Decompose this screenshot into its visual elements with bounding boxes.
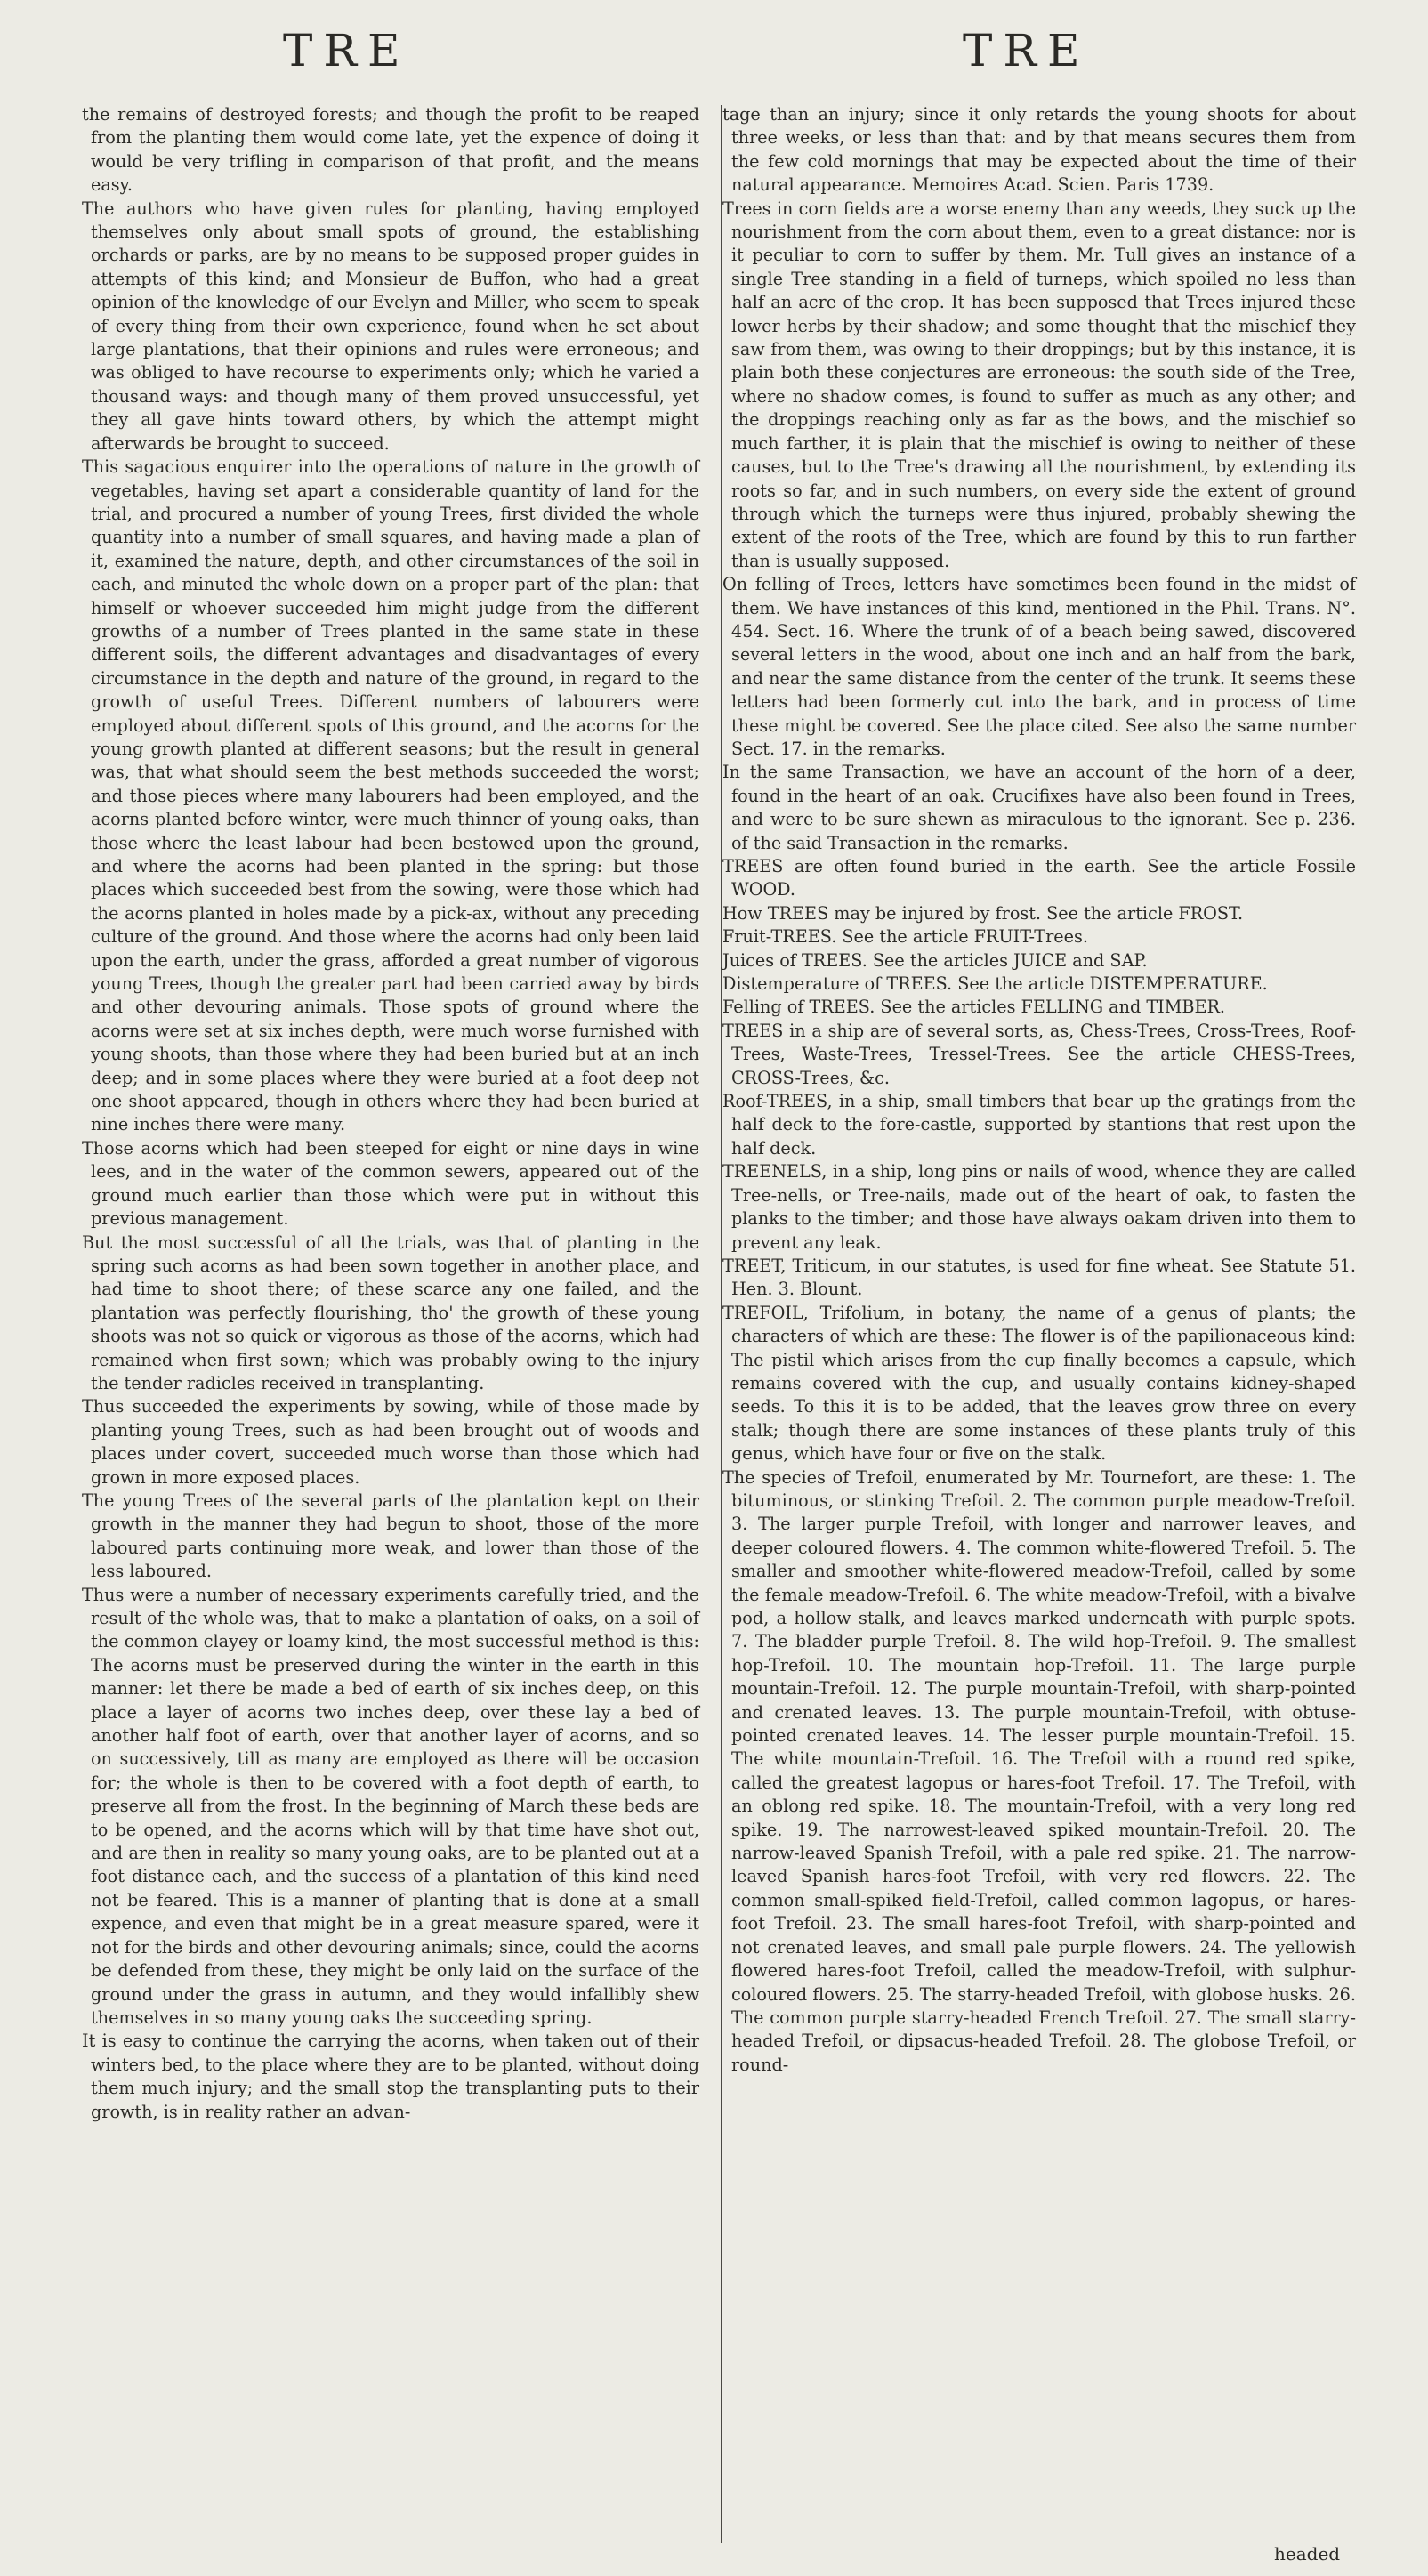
right-column <box>722 103 1356 2077</box>
paragraph: Juices of TREES. See the articles JUICE and SAP. <box>722 949 1148 971</box>
paragraph: TREES in a ship are of several sorts, as, Chess-Trees, Cross-Trees, Roof-Trees, Waste-Trees, Tressel-Trees. See the article CHESS-Trees, CROSS-Trees, &c. <box>722 1020 1356 1088</box>
paragraph: the remains of destroyed forests; and though the profit to be reaped from the planting them would come late, yet the expence of doing it would be very trifling in comparison of that profit, and the means easy. <box>82 104 699 196</box>
paragraph: Trees in corn fields are a worse enemy than any weeds, they suck up the nourishment from the corn about them, even to a great distance: nor is it peculiar to corn to suffer by them. Mr. Tull gives an instance of a single Tree standing in a field of turneps, which spoiled no less than half an acre of the crop. It has been supposed that Trees injured these lower herbs by their shadow; and some thought that the mischief they saw from them, was owing to their droppings; but by this instance, it is plain both these conjectures are erroneous: the south side of the Tree, where no shadow comes, is found to suffer as much as any other; and the droppings reaching only as far as the bows, and the mischief so much farther, it is plain that the mischief is owing to neither of these causes, but to the Tree's drawing all the nourishment, by extending its roots so far, and in such numbers, on every side the extent of ground through which the turneps were thus injured, probably shewing the extent of the roots of the Tree, which are found by this to run farther than is usually supposed. <box>722 198 1356 571</box>
paragraph: Felling of TREES. See the articles FELLING and TIMBER. <box>722 997 1226 1018</box>
paragraph: Those acorns which had been steeped for eight or nine days in wine lees, and in the water of the common sewers, appeared out of the ground much earlier than those which were put in without this previous management. <box>82 1137 699 1230</box>
paragraph: The species of Trefoil, enumerated by Mr. Tournefort, are these: 1. The bituminous, or stinking Trefoil. 2. The common purple meadow-Trefoil. 3. The larger purple Trefoil, with longer and narrower leaves, and deeper coloured flowers. 4. The common white-flowered Trefoil. 5. The smaller and smoother white-flowered meadow-Trefoil, called by some the female meadow-Trefoil. 6. The white meadow-Trefoil, with a bivalve pod, a hollow stalk, and leaves marked underneath with purple spots. 7. The bladder purple Trefoil. 8. The wild hop-Trefoil. 9. The smallest hop-Trefoil. 10. The mountain hop-Trefoil. 11. The large purple mountain-Trefoil. 12. The purple mountain-Trefoil, with sharp-pointed and crenated leaves. 13. The purple mountain-Trefoil, with obtuse-pointed crenated leaves. 14. The lesser purple mountain-Trefoil. 15. The white mountain-Trefoil. 16. The Trefoil with a round red spike, called the greatest lagopus or hares-foot Trefoil. 17. The Trefoil, with an oblong red spike. 18. The mountain-Trefoil, with a very long red spike. 19. The narrowest-leaved spiked mountain-Trefoil. 20. The narrow-leaved Spanish Trefoil, with a pale red spike. 21. The narrow-leaved Spanish hares-foot Trefoil, with very red flowers. 22. The common small-spiked field-Trefoil, called common lagopus, or hares-foot Trefoil. 23. The small hares-foot Trefoil, with sharp-pointed and not crenated leaves, and small pale purple flowers. 24. The yellowish flowered hares-foot Trefoil, called the meadow-Trefoil, with sulphur-coloured flowers. 25. The starry-headed Trefoil, with globose husks. 26. The common purple starry-headed French Trefoil. 27. The small starry-headed Trefoil, or dipsacus-headed Trefoil. 28. The globose Trefoil, or round- <box>722 1466 1356 2075</box>
paragraph: On felling of Trees, letters have sometimes been found in the midst of them. We have instances of this kind, mentioned in the Phil. Trans. N°. 454. Sect. 16. Where the trunk of of a beach being sawed, discovered several letters in the wood, about one inch and an half from the bark, and near the same distance from the center of the trunk. It seems these letters had been formerly cut into the bark, and in process of time these might be covered. See the place cited. See also the same number Sect. 17. in the remarks. <box>722 574 1356 759</box>
paragraph: TREFOIL, Trifolium, in botany, the name of a genus of plants; the characters of which are these: The flower is of the papilionaceous kind: The pistil which arises from the cup finally becomes a capsule, which remains covered with the cup, and usually contains kidney-shaped seeds. To this it is to be added, that the leaves grow three on every stalk; though there are some instances of these plants truly of this genus, which have four or five on the stalk. <box>722 1302 1356 1465</box>
paragraph: TREENELS, in a ship, long pins or nails of wood, whence they are called Tree-nells, or Tree-nails, made out of the heart of oak, to fasten the planks to the timber; and those have always oakam driven into them to prevent any leak. <box>722 1161 1356 1253</box>
paragraph: The authors who have given rules for planting, having employed themselves only about small spots of ground, the establishing orchards or parks, are by no means to be supposed proper guides in attempts of this kind; and Monsieur de Buffon, who had a great opinion of the knowledge of our Evelyn and Miller, who seem to speak of every thing from their own experience, found when he set about large plantations, that their opinions and rules were erroneous; and was obliged to have recourse to experiments only; which he varied a thousand ways: and though many of them proved unsuccessful, yet they all gave hints toward others, by which the attempt might afterwards be brought to succeed. <box>82 198 699 454</box>
paragraph: In the same Transaction, we have an account of the horn of a deer, found in the heart of an oak. Crucifixes have also been found in Trees, and were to be sure shewn as miraculous to the ignorant. See p. 236. of the said Transaction in the remarks. <box>722 762 1356 853</box>
paragraph: How TREES may be injured by frost. See the article FROST. <box>722 902 1244 924</box>
paragraph: It is easy to continue the carrying the acorns, when taken out of their winters bed, to the place where they are to be planted, without doing them much injury; and the small stop the transplanting puts to their growth, is in reality rather an advan- <box>82 2031 699 2122</box>
paragraph: tage than an injury; since it only retards the young shoots for about three weeks, or less than that: and by that means secures them from the few cold mornings that may be expected about the time of their natural appearance. Memoires Acad. Scien. Paris 1739. <box>722 104 1356 196</box>
paragraph: This sagacious enquirer into the operations of nature in the growth of vegetables, having set apart a considerable quantity of land for the trial, and procured a number of young Trees, first divided the whole quantity into a number of small squares, and having made a plan of it, examined the nature, depth, and other circumstances of the soil in each, and minuted the whole down on a proper part of the plan: that himself or whoever succeeded him might judge from the different growths of a number of Trees planted in the same state in these different soils, the different advantages and disadvantages of every circumstance in the depth and nature of the ground, in regard to the growth of useful Trees. Different numbers of labourers were employed about different spots of this ground, and the acorns for the young growth planted at different seasons; but the result in general was, that what should seem the best methods succeeded the worst; and those pieces where many labourers had been employed, and the acorns planted before winter, were much thinner of young oaks, than those where the least labour had been bestowed upon the ground, and where the acorns had been planted in the spring: but those places which succeeded best from the sowing, were those which had the acorns planted in holes made by a pick-ax, without any preceding culture of the ground. And those where the acorns had only been laid upon the earth, under the grass, afforded a great number of vigorous young Trees, though the greater part had been carried away by birds and other devouring animals. Those spots of ground where the acorns were set at six inches depth, were much worse furnished with young shoots, than those where they had been buried but at an inch deep; and in some places where they were buried at a foot deep not one shoot appeared, though in others where they had been buried at nine inches there were many. <box>82 456 699 1135</box>
paragraph: TREES are often found buried in the earth. See the article Fossile WOOD. <box>722 856 1356 900</box>
paragraph: Thus succeeded the experiments by sowing, while of those made by planting young Trees, such as had been brought out of woods and places under covert, succeeded much worse than those which had grown in more exposed places. <box>82 1396 699 1488</box>
left-column <box>82 103 699 2124</box>
paragraph: But the most successful of all the trials, was that of planting in the spring such acorns as had been sown together in another place, and had time to shoot there; of these scarce any one failed, and the plantation was perfectly flourishing, tho' the growth of these young shoots was not so quick or vigorous as those of the acorns, which had remained when first sown; which was probably owing to the injury the tender radicles received in transplanting. <box>82 1231 699 1393</box>
paragraph: Distemperature of TREES. See the article DISTEMPERATURE. <box>722 973 1268 995</box>
running-head-left: TRE <box>283 25 411 77</box>
paragraph: The young Trees of the several parts of the plantation kept on their growth in the manner they had begun to shoot, those of the more laboured parts continuing more weak, and lower than those of the less laboured. <box>82 1490 699 1582</box>
paragraph: Thus were a number of necessary experiments carefully tried, and the result of the whole was, that to make a plantation of oaks, on a soil of the common clayey or loamy kind, the most successful method is this: The acorns must be preserved during the winter in the earth in this manner: let there be made a bed of earth of six inches deep, on this place a layer of acorns two inches deep, over these lay a bed of another half foot of earth, over that another layer of acorns, and so on successively, till as many are employed as there will be occasion for; the whole is then to be covered with a foot depth of earth, to preserve all from the frost. In the beginning of March these beds are to be opened, and the acorns which will by that time have shot out, and are then in reality so many young oaks, are to be planted out at a foot distance each, and the success of a plantation of this kind need not be feared. This is a manner of planting that is done at a small expence, and even that might be in a great measure spared, were it not for the birds and other devouring animals; since, could the acorns be defended from these, they might be only laid on the surface of the ground under the grass in autumn, and they would infallibly shew themselves in so many young oaks the succeeding spring. <box>82 1584 699 2028</box>
running-head-right: TRE <box>963 25 1091 77</box>
paragraph: Roof-TREES, in a ship, small timbers that bear up the gratings from the half deck to the fore-castle, supported by stantions that rest upon the half deck. <box>722 1091 1356 1159</box>
paragraph: Fruit-TREES. See the article FRUIT-Trees. <box>722 926 1088 948</box>
catchword: headed <box>1274 2543 1341 2564</box>
paragraph: TREET, Triticum, in our statutes, is used for fine wheat. See Statute 51. Hen. 3. Blount. <box>722 1255 1356 1300</box>
